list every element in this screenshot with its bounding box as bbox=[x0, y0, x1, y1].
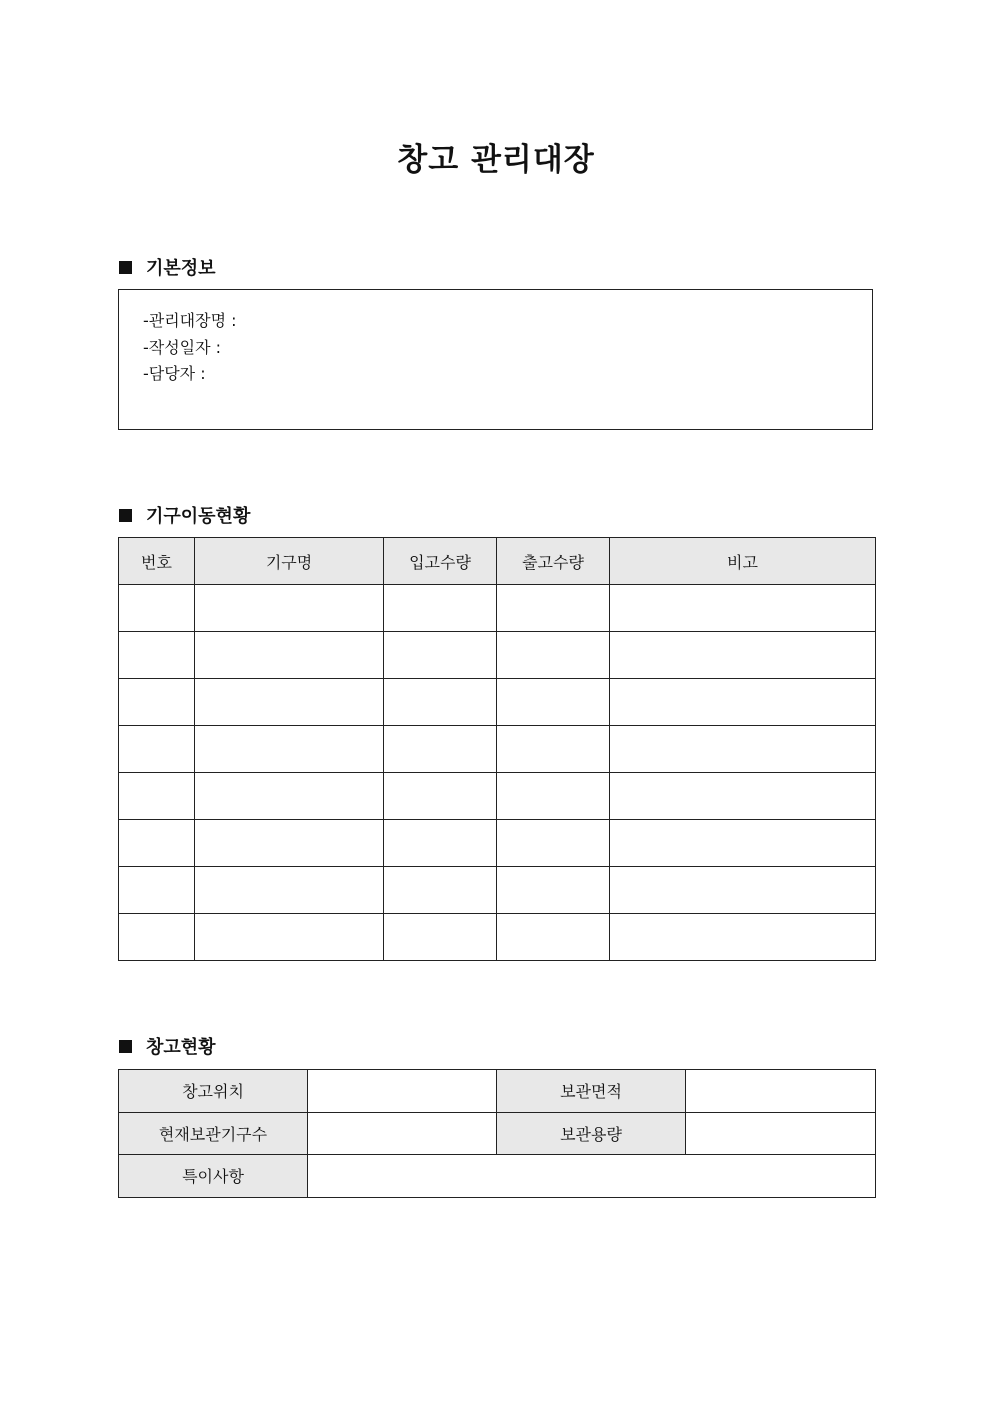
section-heading: 기본정보 bbox=[146, 258, 216, 279]
column-header-in-quantity: 입고수량 bbox=[384, 538, 497, 585]
square-bullet-icon bbox=[119, 1040, 132, 1053]
table-row bbox=[119, 632, 876, 679]
cell-remarks[interactable] bbox=[610, 632, 876, 679]
value-location[interactable] bbox=[308, 1070, 497, 1113]
cell-equipment-name[interactable] bbox=[195, 773, 384, 820]
value-current-count[interactable] bbox=[308, 1112, 497, 1155]
cell-remarks[interactable] bbox=[610, 679, 876, 726]
cell-equipment-name[interactable] bbox=[195, 914, 384, 961]
column-header-remarks: 비고 bbox=[610, 538, 876, 585]
cell-equipment-name[interactable] bbox=[195, 726, 384, 773]
basic-info-box bbox=[118, 289, 873, 430]
info-line-ledger-name: -관리대장명 : bbox=[143, 311, 237, 330]
table-row bbox=[119, 726, 876, 773]
cell-out-quantity[interactable] bbox=[497, 773, 610, 820]
cell-in-quantity[interactable] bbox=[384, 585, 497, 632]
cell-equipment-name[interactable] bbox=[195, 867, 384, 914]
cell-number[interactable] bbox=[119, 773, 195, 820]
cell-remarks[interactable] bbox=[610, 726, 876, 773]
table-row bbox=[119, 679, 876, 726]
cell-number[interactable] bbox=[119, 867, 195, 914]
section-heading: 기구이동현황 bbox=[146, 506, 251, 527]
cell-equipment-name[interactable] bbox=[195, 585, 384, 632]
cell-number[interactable] bbox=[119, 585, 195, 632]
cell-in-quantity[interactable] bbox=[384, 632, 497, 679]
cell-in-quantity[interactable] bbox=[384, 726, 497, 773]
cell-out-quantity[interactable] bbox=[497, 679, 610, 726]
cell-in-quantity[interactable] bbox=[384, 867, 497, 914]
cell-in-quantity[interactable] bbox=[384, 679, 497, 726]
column-header-equipment-name: 기구명 bbox=[195, 538, 384, 585]
cell-remarks[interactable] bbox=[610, 773, 876, 820]
cell-in-quantity[interactable] bbox=[384, 773, 497, 820]
page-title: 창고 관리대장 bbox=[397, 142, 595, 178]
table-row bbox=[119, 867, 876, 914]
section-heading: 창고현황 bbox=[146, 1037, 216, 1058]
section-movement bbox=[119, 502, 250, 528]
label-capacity: 보관용량 bbox=[497, 1112, 686, 1155]
square-bullet-icon bbox=[119, 261, 132, 274]
column-header-out-quantity: 출고수량 bbox=[497, 538, 610, 585]
cell-out-quantity[interactable] bbox=[497, 726, 610, 773]
column-header-number: 번호 bbox=[119, 538, 195, 585]
info-line-date: -작성일자 : bbox=[143, 337, 222, 357]
label-notes: 특이사항 bbox=[119, 1155, 308, 1198]
cell-number[interactable] bbox=[119, 632, 195, 679]
section-basic-info bbox=[119, 254, 216, 280]
cell-number[interactable] bbox=[119, 679, 195, 726]
cell-remarks[interactable] bbox=[610, 914, 876, 961]
table-row bbox=[119, 820, 876, 867]
value-notes[interactable] bbox=[308, 1155, 876, 1198]
cell-number[interactable] bbox=[119, 820, 195, 867]
label-location: 창고위치 bbox=[119, 1070, 308, 1113]
cell-equipment-name[interactable] bbox=[195, 632, 384, 679]
label-area: 보관면적 bbox=[497, 1070, 686, 1113]
cell-remarks[interactable] bbox=[610, 867, 876, 914]
table-row bbox=[119, 773, 876, 820]
value-capacity[interactable] bbox=[686, 1112, 876, 1155]
movement-table bbox=[118, 537, 876, 961]
section-storage bbox=[119, 1033, 216, 1059]
value-area[interactable] bbox=[686, 1070, 876, 1113]
cell-equipment-name[interactable] bbox=[195, 679, 384, 726]
cell-remarks[interactable] bbox=[610, 585, 876, 632]
table-row bbox=[119, 914, 876, 961]
cell-out-quantity[interactable] bbox=[497, 820, 610, 867]
cell-remarks[interactable] bbox=[610, 820, 876, 867]
cell-equipment-name[interactable] bbox=[195, 820, 384, 867]
square-bullet-icon bbox=[119, 509, 132, 522]
info-line-manager: -담당자 : bbox=[143, 364, 206, 383]
cell-out-quantity[interactable] bbox=[497, 632, 610, 679]
cell-out-quantity[interactable] bbox=[497, 914, 610, 961]
cell-in-quantity[interactable] bbox=[384, 914, 497, 961]
cell-out-quantity[interactable] bbox=[497, 867, 610, 914]
table-row bbox=[119, 585, 876, 632]
cell-number[interactable] bbox=[119, 726, 195, 773]
cell-number[interactable] bbox=[119, 914, 195, 961]
storage-table bbox=[118, 1069, 876, 1198]
cell-out-quantity[interactable] bbox=[497, 585, 610, 632]
label-current-count: 현재보관기구수 bbox=[119, 1112, 308, 1155]
cell-in-quantity[interactable] bbox=[384, 820, 497, 867]
